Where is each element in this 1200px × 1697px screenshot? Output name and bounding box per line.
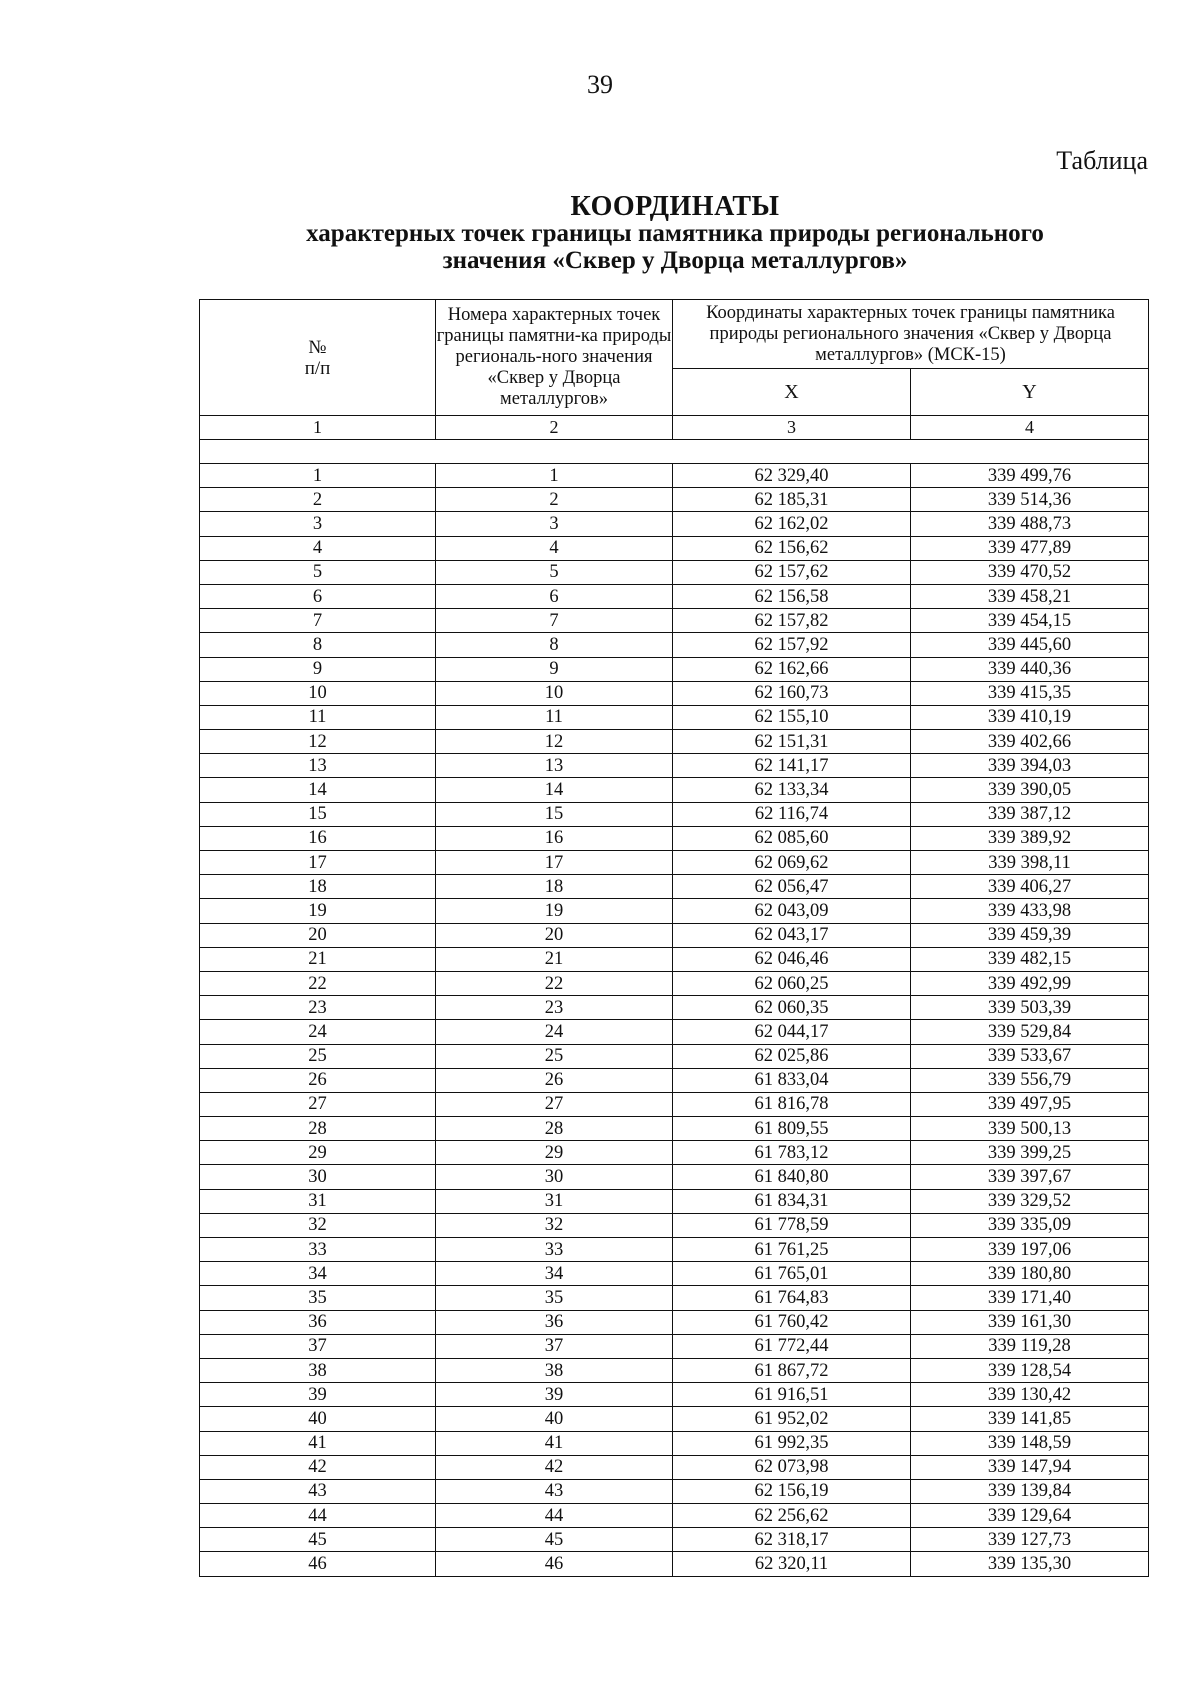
table-row	[200, 657, 1149, 681]
y-coordinate-cell: 339 148,59	[911, 1431, 1149, 1455]
point-number-cell: 24	[436, 1020, 673, 1044]
point-number-cell: 29	[436, 1141, 673, 1165]
table-row	[200, 1479, 1149, 1503]
row-number-cell: 29	[200, 1141, 436, 1165]
x-coordinate-cell: 61 765,01	[673, 1262, 911, 1286]
point-number-cell: 11	[436, 705, 673, 729]
x-coordinate-cell: 61 809,55	[673, 1117, 911, 1141]
point-number-cell: 21	[436, 947, 673, 971]
table-row	[200, 681, 1149, 705]
table-row	[200, 633, 1149, 657]
point-number-cell: 39	[436, 1383, 673, 1407]
point-number-cell: 38	[436, 1358, 673, 1382]
x-coordinate-cell: 62 085,60	[673, 826, 911, 850]
row-number-cell: 46	[200, 1552, 436, 1576]
table-row	[200, 705, 1149, 729]
point-number-cell: 15	[436, 802, 673, 826]
row-number-cell: 36	[200, 1310, 436, 1334]
y-coordinate-cell: 339 458,21	[911, 584, 1149, 608]
row-number-cell: 39	[200, 1383, 436, 1407]
point-number-cell: 45	[436, 1528, 673, 1552]
y-coordinate-cell: 339 135,30	[911, 1552, 1149, 1576]
row-number-cell: 3	[200, 512, 436, 536]
y-coordinate-cell: 339 402,66	[911, 730, 1149, 754]
x-coordinate-cell: 61 761,25	[673, 1238, 911, 1262]
title-line-2: характерных точек границы памятника природы регионального	[306, 220, 1044, 247]
row-number-cell: 27	[200, 1092, 436, 1116]
column-index: 2	[436, 416, 673, 440]
row-number-cell: 30	[200, 1165, 436, 1189]
y-coordinate-cell: 339 390,05	[911, 778, 1149, 802]
table-row	[200, 1141, 1149, 1165]
table-row	[200, 584, 1149, 608]
y-coordinate-cell: 339 394,03	[911, 754, 1149, 778]
row-number-cell: 31	[200, 1189, 436, 1213]
point-number-cell: 9	[436, 657, 673, 681]
x-coordinate-cell: 62 156,62	[673, 536, 911, 560]
table-row	[200, 1358, 1149, 1382]
row-number-cell: 34	[200, 1262, 436, 1286]
y-coordinate-cell: 339 119,28	[911, 1334, 1149, 1358]
point-number-cell: 31	[436, 1189, 673, 1213]
x-coordinate-cell: 62 156,58	[673, 584, 911, 608]
y-coordinate-cell: 339 139,84	[911, 1479, 1149, 1503]
row-number-cell: 19	[200, 899, 436, 923]
row-number-cell: 43	[200, 1479, 436, 1503]
row-number-cell: 44	[200, 1504, 436, 1528]
y-coordinate-cell: 339 410,19	[911, 705, 1149, 729]
point-number-cell: 32	[436, 1213, 673, 1237]
y-coordinate-cell: 339 433,98	[911, 899, 1149, 923]
row-number-cell: 6	[200, 584, 436, 608]
table-row	[200, 1528, 1149, 1552]
y-coordinate-cell: 339 399,25	[911, 1141, 1149, 1165]
y-coordinate-cell: 339 488,73	[911, 512, 1149, 536]
table-row	[200, 1383, 1149, 1407]
x-coordinate-cell: 61 867,72	[673, 1358, 911, 1382]
x-coordinate-cell: 62 329,40	[673, 464, 911, 488]
point-number-cell: 14	[436, 778, 673, 802]
row-number-cell: 26	[200, 1068, 436, 1092]
point-number-cell: 35	[436, 1286, 673, 1310]
x-coordinate-cell: 61 816,78	[673, 1092, 911, 1116]
row-number-cell: 18	[200, 875, 436, 899]
y-coordinate-cell: 339 397,67	[911, 1165, 1149, 1189]
coordinates-table	[199, 299, 1149, 1577]
point-number-cell: 7	[436, 609, 673, 633]
point-number-cell: 33	[436, 1238, 673, 1262]
y-coordinate-cell: 339 499,76	[911, 464, 1149, 488]
y-coordinate-cell: 339 470,52	[911, 560, 1149, 584]
point-number-cell: 43	[436, 1479, 673, 1503]
point-number-cell: 13	[436, 754, 673, 778]
x-coordinate-cell: 62 157,82	[673, 609, 911, 633]
header-row	[200, 300, 1149, 369]
y-coordinate-cell: 339 335,09	[911, 1213, 1149, 1237]
x-coordinate-cell: 61 992,35	[673, 1431, 911, 1455]
y-coordinate-cell: 339 127,73	[911, 1528, 1149, 1552]
table-row	[200, 1020, 1149, 1044]
table-row	[200, 947, 1149, 971]
y-coordinate-cell: 339 389,92	[911, 826, 1149, 850]
x-coordinate-cell: 61 834,31	[673, 1189, 911, 1213]
y-coordinate-cell: 339 161,30	[911, 1310, 1149, 1334]
header-y: Y	[911, 369, 1149, 416]
x-coordinate-cell: 62 060,35	[673, 996, 911, 1020]
x-coordinate-cell: 62 073,98	[673, 1455, 911, 1479]
row-number-cell: 37	[200, 1334, 436, 1358]
y-coordinate-cell: 339 415,35	[911, 681, 1149, 705]
x-coordinate-cell: 62 044,17	[673, 1020, 911, 1044]
row-number-cell: 42	[200, 1455, 436, 1479]
table-row	[200, 1117, 1149, 1141]
point-number-cell: 1	[436, 464, 673, 488]
point-number-cell: 26	[436, 1068, 673, 1092]
row-number-cell: 8	[200, 633, 436, 657]
row-number-cell: 13	[200, 754, 436, 778]
row-number-cell: 12	[200, 730, 436, 754]
table-row	[200, 851, 1149, 875]
point-number-cell: 12	[436, 730, 673, 754]
table-row	[200, 1165, 1149, 1189]
x-coordinate-cell: 62 157,62	[673, 560, 911, 584]
table-row	[200, 1310, 1149, 1334]
table-row	[200, 1504, 1149, 1528]
row-number-cell: 40	[200, 1407, 436, 1431]
table-row	[200, 1189, 1149, 1213]
y-coordinate-cell: 339 445,60	[911, 633, 1149, 657]
y-coordinate-cell: 339 459,39	[911, 923, 1149, 947]
x-coordinate-cell: 62 025,86	[673, 1044, 911, 1068]
row-number-cell: 35	[200, 1286, 436, 1310]
row-number-cell: 9	[200, 657, 436, 681]
point-number-cell: 22	[436, 971, 673, 995]
table-row	[200, 1238, 1149, 1262]
y-coordinate-cell: 339 514,36	[911, 488, 1149, 512]
point-number-cell: 20	[436, 923, 673, 947]
row-number-cell: 23	[200, 996, 436, 1020]
table-row	[200, 802, 1149, 826]
x-coordinate-cell: 62 162,66	[673, 657, 911, 681]
y-coordinate-cell: 339 477,89	[911, 536, 1149, 560]
x-coordinate-cell: 62 156,19	[673, 1479, 911, 1503]
table-row	[200, 512, 1149, 536]
point-number-cell: 19	[436, 899, 673, 923]
point-number-cell: 27	[436, 1092, 673, 1116]
point-number-cell: 25	[436, 1044, 673, 1068]
y-coordinate-cell: 339 556,79	[911, 1068, 1149, 1092]
y-coordinate-cell: 339 406,27	[911, 875, 1149, 899]
row-number-cell: 41	[200, 1431, 436, 1455]
x-coordinate-cell: 61 833,04	[673, 1068, 911, 1092]
table-row	[200, 1455, 1149, 1479]
row-number-cell: 28	[200, 1117, 436, 1141]
x-coordinate-cell: 61 772,44	[673, 1334, 911, 1358]
y-coordinate-cell: 339 492,99	[911, 971, 1149, 995]
y-coordinate-cell: 339 128,54	[911, 1358, 1149, 1382]
x-coordinate-cell: 62 160,73	[673, 681, 911, 705]
x-coordinate-cell: 62 060,25	[673, 971, 911, 995]
row-number-cell: 5	[200, 560, 436, 584]
point-number-cell: 3	[436, 512, 673, 536]
table-row	[200, 875, 1149, 899]
point-number-cell: 41	[436, 1431, 673, 1455]
row-number-cell: 10	[200, 681, 436, 705]
table-row	[200, 971, 1149, 995]
table-row	[200, 1431, 1149, 1455]
x-coordinate-cell: 62 157,92	[673, 633, 911, 657]
row-number-cell: 32	[200, 1213, 436, 1237]
y-coordinate-cell: 339 387,12	[911, 802, 1149, 826]
row-number-cell: 25	[200, 1044, 436, 1068]
table-row	[200, 1334, 1149, 1358]
table-row	[200, 1407, 1149, 1431]
row-number-cell: 45	[200, 1528, 436, 1552]
table-row	[200, 1092, 1149, 1116]
point-number-cell: 23	[436, 996, 673, 1020]
point-number-cell: 42	[436, 1455, 673, 1479]
table-row	[200, 536, 1149, 560]
x-coordinate-cell: 62 133,34	[673, 778, 911, 802]
x-coordinate-cell: 62 320,11	[673, 1552, 911, 1576]
row-number-cell: 11	[200, 705, 436, 729]
x-coordinate-cell: 61 916,51	[673, 1383, 911, 1407]
x-coordinate-cell: 61 783,12	[673, 1141, 911, 1165]
x-coordinate-cell: 61 778,59	[673, 1213, 911, 1237]
row-number-cell: 1	[200, 464, 436, 488]
x-coordinate-cell: 61 764,83	[673, 1286, 911, 1310]
point-number-cell: 10	[436, 681, 673, 705]
row-number-cell: 2	[200, 488, 436, 512]
x-coordinate-cell: 62 151,31	[673, 730, 911, 754]
title-main: КООРДИНАТЫ	[570, 191, 780, 222]
y-coordinate-cell: 339 440,36	[911, 657, 1149, 681]
x-coordinate-cell: 62 185,31	[673, 488, 911, 512]
x-coordinate-cell: 62 043,17	[673, 923, 911, 947]
table-row	[200, 778, 1149, 802]
point-number-cell: 44	[436, 1504, 673, 1528]
y-coordinate-cell: 339 329,52	[911, 1189, 1149, 1213]
x-coordinate-cell: 61 760,42	[673, 1310, 911, 1334]
blank-row	[200, 440, 1149, 464]
row-number-cell: 16	[200, 826, 436, 850]
row-number-cell: 20	[200, 923, 436, 947]
point-number-cell: 8	[436, 633, 673, 657]
table-row	[200, 899, 1149, 923]
page-number: 39	[587, 70, 613, 99]
point-number-cell: 30	[436, 1165, 673, 1189]
column-index-row	[200, 416, 1149, 440]
point-number-cell: 36	[436, 1310, 673, 1334]
table-row	[200, 730, 1149, 754]
y-coordinate-cell: 339 482,15	[911, 947, 1149, 971]
table-row	[200, 1044, 1149, 1068]
row-number-cell: 4	[200, 536, 436, 560]
row-number-cell: 7	[200, 609, 436, 633]
row-number-cell: 14	[200, 778, 436, 802]
x-coordinate-cell: 62 056,47	[673, 875, 911, 899]
point-number-cell: 2	[436, 488, 673, 512]
x-coordinate-cell: 61 840,80	[673, 1165, 911, 1189]
y-coordinate-cell: 339 130,42	[911, 1383, 1149, 1407]
row-number-cell: 21	[200, 947, 436, 971]
x-coordinate-cell: 61 952,02	[673, 1407, 911, 1431]
document-title	[200, 193, 1150, 274]
point-number-cell: 18	[436, 875, 673, 899]
header-points: Номера характерных точек границы памятни-ка природы региональ-ного значения «Сквер у Дворца металлургов»	[436, 300, 673, 416]
point-number-cell: 6	[436, 584, 673, 608]
title-line-3: значения «Сквер у Дворца металлургов»	[442, 247, 908, 274]
point-number-cell: 16	[436, 826, 673, 850]
x-coordinate-cell: 62 141,17	[673, 754, 911, 778]
row-number-cell: 22	[200, 971, 436, 995]
point-number-cell: 40	[436, 1407, 673, 1431]
x-coordinate-cell: 62 318,17	[673, 1528, 911, 1552]
y-coordinate-cell: 339 171,40	[911, 1286, 1149, 1310]
point-number-cell: 28	[436, 1117, 673, 1141]
column-index: 1	[200, 416, 436, 440]
row-number-cell: 38	[200, 1358, 436, 1382]
y-coordinate-cell: 339 533,67	[911, 1044, 1149, 1068]
table-row	[200, 1286, 1149, 1310]
row-number-cell: 15	[200, 802, 436, 826]
x-coordinate-cell: 62 256,62	[673, 1504, 911, 1528]
blank-cell	[200, 440, 1149, 464]
y-coordinate-cell: 339 454,15	[911, 609, 1149, 633]
table-row	[200, 1213, 1149, 1237]
y-coordinate-cell: 339 500,13	[911, 1117, 1149, 1141]
column-index: 4	[911, 416, 1149, 440]
x-coordinate-cell: 62 046,46	[673, 947, 911, 971]
table-row	[200, 1552, 1149, 1576]
y-coordinate-cell: 339 497,95	[911, 1092, 1149, 1116]
header-x: X	[673, 369, 911, 416]
table-row	[200, 560, 1149, 584]
table-row	[200, 488, 1149, 512]
x-coordinate-cell: 62 155,10	[673, 705, 911, 729]
y-coordinate-cell: 339 503,39	[911, 996, 1149, 1020]
x-coordinate-cell: 62 162,02	[673, 512, 911, 536]
table-row	[200, 754, 1149, 778]
point-number-cell: 37	[436, 1334, 673, 1358]
row-number-cell: 24	[200, 1020, 436, 1044]
x-coordinate-cell: 62 116,74	[673, 802, 911, 826]
row-number-cell: 17	[200, 851, 436, 875]
table-row	[200, 1262, 1149, 1286]
y-coordinate-cell: 339 141,85	[911, 1407, 1149, 1431]
point-number-cell: 34	[436, 1262, 673, 1286]
header-number-abbrev: п/п	[304, 357, 331, 379]
table-row	[200, 826, 1149, 850]
point-number-cell: 5	[436, 560, 673, 584]
x-coordinate-cell: 62 043,09	[673, 899, 911, 923]
table-label: Таблица	[1056, 146, 1148, 175]
y-coordinate-cell: 339 398,11	[911, 851, 1149, 875]
column-index: 3	[673, 416, 911, 440]
point-number-cell: 4	[436, 536, 673, 560]
row-number-cell: 33	[200, 1238, 436, 1262]
header-number	[200, 300, 436, 416]
point-number-cell: 46	[436, 1552, 673, 1576]
point-number-cell: 17	[436, 851, 673, 875]
table-row	[200, 1068, 1149, 1092]
table-row	[200, 996, 1149, 1020]
y-coordinate-cell: 339 197,06	[911, 1238, 1149, 1262]
table-row	[200, 609, 1149, 633]
y-coordinate-cell: 339 180,80	[911, 1262, 1149, 1286]
header-coordinates: Координаты характерных точек границы памятника природы регионального значения «Сквер у Дворца металлургов» (МСК-15)	[673, 300, 1149, 369]
y-coordinate-cell: 339 529,84	[911, 1020, 1149, 1044]
table-row	[200, 923, 1149, 947]
x-coordinate-cell: 62 069,62	[673, 851, 911, 875]
header-number-symbol: №	[308, 336, 327, 358]
y-coordinate-cell: 339 147,94	[911, 1455, 1149, 1479]
y-coordinate-cell: 339 129,64	[911, 1504, 1149, 1528]
table-row	[200, 464, 1149, 488]
